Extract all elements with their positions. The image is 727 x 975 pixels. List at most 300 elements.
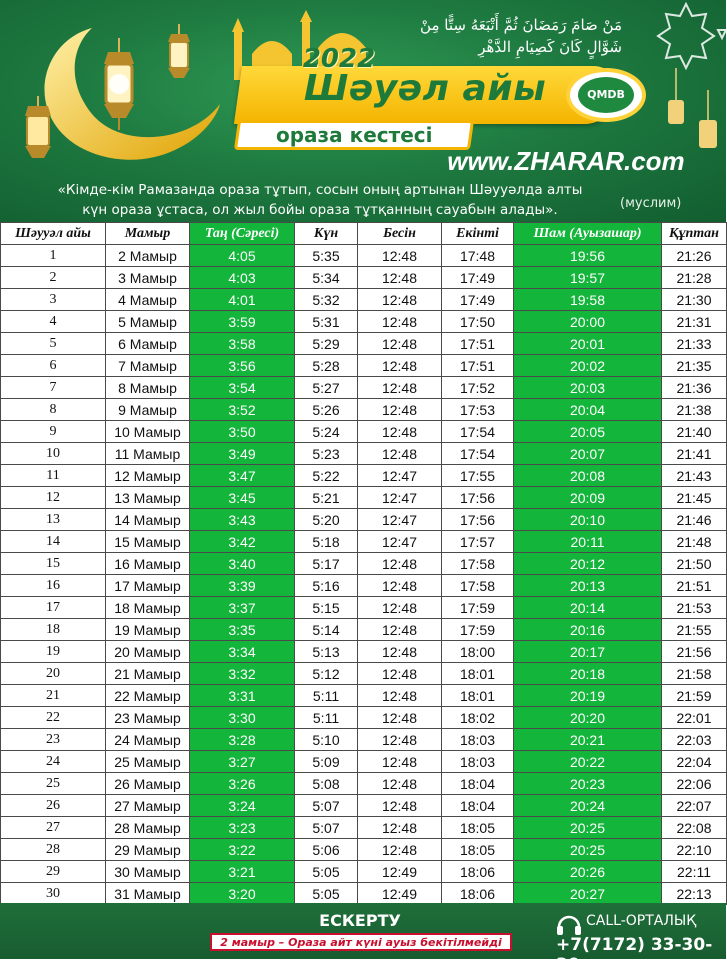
cell-may-date: 5 Мамыр — [106, 311, 190, 333]
cell-may-date: 10 Мамыр — [106, 421, 190, 443]
cell-sunrise-time: 5:29 — [295, 333, 358, 355]
cell-fajr-time: 3:42 — [190, 531, 295, 553]
cell-may-date: 28 Мамыр — [106, 817, 190, 839]
cell-isha-time: 21:50 — [662, 553, 727, 575]
cell-may-date: 11 Мамыр — [106, 443, 190, 465]
cell-fajr-time: 3:50 — [190, 421, 295, 443]
cell-asr-time: 18:05 — [442, 817, 514, 839]
cell-asr-time: 18:01 — [442, 685, 514, 707]
cell-dhuhr-time: 12:49 — [358, 861, 442, 883]
cell-maghrib-time: 20:12 — [514, 553, 662, 575]
cell-maghrib-time: 20:23 — [514, 773, 662, 795]
table-row — [1, 311, 727, 333]
table-row — [1, 377, 727, 399]
page-title: Шәуәл айы — [303, 68, 547, 109]
cell-dhuhr-time: 12:48 — [358, 685, 442, 707]
note-title: ЕСКЕРТУ — [319, 911, 401, 930]
cell-fajr-time: 3:23 — [190, 817, 295, 839]
cell-fajr-time: 3:30 — [190, 707, 295, 729]
poster-header — [0, 0, 726, 222]
col-header-shawwal-day: Шәууәл айы — [1, 223, 106, 245]
cell-asr-time: 18:04 — [442, 773, 514, 795]
cell-isha-time: 21:45 — [662, 487, 727, 509]
cell-maghrib-time: 20:03 — [514, 377, 662, 399]
cell-asr-time: 17:48 — [442, 245, 514, 267]
cell-maghrib-time: 20:08 — [514, 465, 662, 487]
cell-dhuhr-time: 12:47 — [358, 487, 442, 509]
cell-dhuhr-time: 12:47 — [358, 509, 442, 531]
cell-fajr-time: 3:37 — [190, 597, 295, 619]
cell-may-date: 12 Мамыр — [106, 465, 190, 487]
islamic-star-ornament-icon — [636, 0, 726, 170]
cell-asr-time: 18:06 — [442, 861, 514, 883]
cell-isha-time: 21:26 — [662, 245, 727, 267]
subtitle-banner — [234, 120, 474, 150]
cell-sunrise-time: 5:07 — [295, 795, 358, 817]
cell-isha-time: 21:33 — [662, 333, 727, 355]
cell-shawwal-day: 17 — [1, 597, 106, 619]
cell-isha-time: 21:30 — [662, 289, 727, 311]
table-row — [1, 729, 727, 751]
cell-shawwal-day: 24 — [1, 751, 106, 773]
cell-asr-time: 18:04 — [442, 795, 514, 817]
arabic-line-2: شَوَّالٍ كَانَ كَصِيَامِ الدَّهْرِ — [478, 38, 622, 56]
note-text: 2 мамыр – Ораза айт күні ауыз бекітілмейді — [220, 935, 502, 949]
cell-maghrib-time: 20:17 — [514, 641, 662, 663]
cell-sunrise-time: 5:06 — [295, 839, 358, 861]
cell-sunrise-time: 5:32 — [295, 289, 358, 311]
cell-sunrise-time: 5:12 — [295, 663, 358, 685]
cell-shawwal-day: 6 — [1, 355, 106, 377]
cell-sunrise-time: 5:18 — [295, 531, 358, 553]
col-header-asr: Екінті — [442, 223, 514, 245]
cell-isha-time: 22:13 — [662, 883, 727, 905]
cell-sunrise-time: 5:34 — [295, 267, 358, 289]
table-row — [1, 773, 727, 795]
table-row — [1, 817, 727, 839]
cell-may-date: 31 Мамыр — [106, 883, 190, 905]
cell-dhuhr-time: 12:48 — [358, 377, 442, 399]
cell-isha-time: 22:07 — [662, 795, 727, 817]
cell-fajr-time: 3:45 — [190, 487, 295, 509]
cell-sunrise-time: 5:24 — [295, 421, 358, 443]
prayer-schedule-table — [0, 222, 727, 905]
table-row — [1, 597, 727, 619]
cell-fajr-time: 3:43 — [190, 509, 295, 531]
website-link[interactable]: www.ZHARAR.com — [447, 146, 685, 176]
cell-maghrib-time: 20:01 — [514, 333, 662, 355]
cell-may-date: 27 Мамыр — [106, 795, 190, 817]
cell-isha-time: 21:55 — [662, 619, 727, 641]
cell-dhuhr-time: 12:48 — [358, 399, 442, 421]
cell-dhuhr-time: 12:48 — [358, 553, 442, 575]
year-label: 2022 — [302, 44, 376, 74]
cell-maghrib-time: 20:20 — [514, 707, 662, 729]
cell-dhuhr-time: 12:48 — [358, 355, 442, 377]
quote-source: (муслим) — [620, 196, 682, 211]
call-center-label: CALL-ОРТАЛЫҚ — [586, 913, 697, 929]
cell-fajr-time: 3:34 — [190, 641, 295, 663]
cell-shawwal-day: 8 — [1, 399, 106, 421]
cell-sunrise-time: 5:05 — [295, 861, 358, 883]
cell-fajr-time: 4:03 — [190, 267, 295, 289]
cell-dhuhr-time: 12:47 — [358, 465, 442, 487]
cell-may-date: 23 Мамыр — [106, 707, 190, 729]
cell-maghrib-time: 20:26 — [514, 861, 662, 883]
cell-maghrib-time: 20:09 — [514, 487, 662, 509]
cell-asr-time: 18:03 — [442, 751, 514, 773]
cell-asr-time: 17:54 — [442, 443, 514, 465]
cell-may-date: 15 Мамыр — [106, 531, 190, 553]
cell-sunrise-time: 5:35 — [295, 245, 358, 267]
cell-sunrise-time: 5:09 — [295, 751, 358, 773]
col-header-fajr: Таң (Сәресі) — [190, 223, 295, 245]
lantern-icon — [20, 96, 56, 166]
poster-footer — [0, 903, 726, 975]
cell-sunrise-time: 5:11 — [295, 707, 358, 729]
table-row — [1, 509, 727, 531]
cell-isha-time: 22:01 — [662, 707, 727, 729]
cell-asr-time: 17:59 — [442, 597, 514, 619]
cell-shawwal-day: 12 — [1, 487, 106, 509]
cell-isha-time: 21:51 — [662, 575, 727, 597]
cell-shawwal-day: 29 — [1, 861, 106, 883]
cell-isha-time: 21:28 — [662, 267, 727, 289]
col-header-maghrib: Шам (Ауызашар) — [514, 223, 662, 245]
cell-sunrise-time: 5:20 — [295, 509, 358, 531]
cell-sunrise-time: 5:13 — [295, 641, 358, 663]
cell-dhuhr-time: 12:48 — [358, 311, 442, 333]
table-row — [1, 487, 727, 509]
cell-shawwal-day: 14 — [1, 531, 106, 553]
cell-isha-time: 21:35 — [662, 355, 727, 377]
cell-shawwal-day: 2 — [1, 267, 106, 289]
cell-maghrib-time: 20:25 — [514, 817, 662, 839]
cell-asr-time: 17:56 — [442, 509, 514, 531]
cell-isha-time: 22:08 — [662, 817, 727, 839]
lantern-icon — [164, 24, 194, 86]
cell-fajr-time: 3:40 — [190, 553, 295, 575]
cell-dhuhr-time: 12:48 — [358, 597, 442, 619]
cell-dhuhr-time: 12:48 — [358, 707, 442, 729]
cell-fajr-time: 4:01 — [190, 289, 295, 311]
cell-asr-time: 17:58 — [442, 553, 514, 575]
cell-isha-time: 21:53 — [662, 597, 727, 619]
cell-shawwal-day: 3 — [1, 289, 106, 311]
cell-may-date: 17 Мамыр — [106, 575, 190, 597]
cell-asr-time: 18:05 — [442, 839, 514, 861]
cell-shawwal-day: 16 — [1, 575, 106, 597]
cell-asr-time: 18:06 — [442, 883, 514, 905]
table-row — [1, 289, 727, 311]
cell-maghrib-time: 19:58 — [514, 289, 662, 311]
cell-shawwal-day: 18 — [1, 619, 106, 641]
cell-may-date: 25 Мамыр — [106, 751, 190, 773]
cell-asr-time: 17:54 — [442, 421, 514, 443]
cell-shawwal-day: 22 — [1, 707, 106, 729]
cell-asr-time: 17:58 — [442, 575, 514, 597]
cell-fajr-time: 3:52 — [190, 399, 295, 421]
cell-may-date: 16 Мамыр — [106, 553, 190, 575]
table-row — [1, 245, 727, 267]
col-header-may-date: Мамыр — [106, 223, 190, 245]
cell-sunrise-time: 5:17 — [295, 553, 358, 575]
cell-shawwal-day: 11 — [1, 465, 106, 487]
cell-sunrise-time: 5:26 — [295, 399, 358, 421]
cell-fajr-time: 3:35 — [190, 619, 295, 641]
cell-asr-time: 17:51 — [442, 333, 514, 355]
col-header-dhuhr: Бесін — [358, 223, 442, 245]
cell-isha-time: 21:48 — [662, 531, 727, 553]
cell-maghrib-time: 20:21 — [514, 729, 662, 751]
cell-may-date: 2 Мамыр — [106, 245, 190, 267]
cell-may-date: 18 Мамыр — [106, 597, 190, 619]
cell-fajr-time: 3:31 — [190, 685, 295, 707]
cell-sunrise-time: 5:31 — [295, 311, 358, 333]
cell-fajr-time: 3:28 — [190, 729, 295, 751]
cell-asr-time: 18:01 — [442, 663, 514, 685]
table-row — [1, 663, 727, 685]
table-body — [1, 245, 727, 905]
cell-may-date: 8 Мамыр — [106, 377, 190, 399]
cell-maghrib-time: 20:22 — [514, 751, 662, 773]
table-row — [1, 399, 727, 421]
cell-maghrib-time: 20:18 — [514, 663, 662, 685]
cell-dhuhr-time: 12:48 — [358, 751, 442, 773]
cell-fajr-time: 3:20 — [190, 883, 295, 905]
cell-shawwal-day: 21 — [1, 685, 106, 707]
cell-shawwal-day: 23 — [1, 729, 106, 751]
cell-maghrib-time: 20:27 — [514, 883, 662, 905]
cell-dhuhr-time: 12:48 — [358, 795, 442, 817]
cell-maghrib-time: 20:07 — [514, 443, 662, 465]
cell-fajr-time: 3:56 — [190, 355, 295, 377]
cell-may-date: 30 Мамыр — [106, 861, 190, 883]
cell-may-date: 14 Мамыр — [106, 509, 190, 531]
cell-may-date: 13 Мамыр — [106, 487, 190, 509]
cell-shawwal-day: 5 — [1, 333, 106, 355]
cell-sunrise-time: 5:14 — [295, 619, 358, 641]
cell-may-date: 26 Мамыр — [106, 773, 190, 795]
cell-shawwal-day: 20 — [1, 663, 106, 685]
cell-sunrise-time: 5:11 — [295, 685, 358, 707]
cell-isha-time: 21:31 — [662, 311, 727, 333]
cell-maghrib-time: 20:16 — [514, 619, 662, 641]
cell-fajr-time: 3:27 — [190, 751, 295, 773]
cell-isha-time: 21:40 — [662, 421, 727, 443]
schedule-table-wrap — [0, 222, 726, 905]
cell-isha-time: 22:11 — [662, 861, 727, 883]
table-row — [1, 553, 727, 575]
cell-dhuhr-time: 12:48 — [358, 641, 442, 663]
cell-may-date: 24 Мамыр — [106, 729, 190, 751]
cell-shawwal-day: 19 — [1, 641, 106, 663]
cell-sunrise-time: 5:22 — [295, 465, 358, 487]
cell-sunrise-time: 5:08 — [295, 773, 358, 795]
cell-isha-time: 21:36 — [662, 377, 727, 399]
table-row — [1, 443, 727, 465]
cell-isha-time: 21:59 — [662, 685, 727, 707]
table-row — [1, 641, 727, 663]
cell-dhuhr-time: 12:48 — [358, 333, 442, 355]
arabic-hadith — [392, 14, 622, 58]
table-row — [1, 751, 727, 773]
table-header-row — [1, 223, 727, 245]
cell-isha-time: 22:06 — [662, 773, 727, 795]
cell-shawwal-day: 25 — [1, 773, 106, 795]
table-row — [1, 619, 727, 641]
cell-dhuhr-time: 12:48 — [358, 575, 442, 597]
cell-shawwal-day: 4 — [1, 311, 106, 333]
cell-isha-time: 21:41 — [662, 443, 727, 465]
cell-sunrise-time: 5:28 — [295, 355, 358, 377]
cell-fajr-time: 3:47 — [190, 465, 295, 487]
table-row — [1, 861, 727, 883]
cell-may-date: 29 Мамыр — [106, 839, 190, 861]
cell-sunrise-time: 5:05 — [295, 883, 358, 905]
cell-maghrib-time: 20:10 — [514, 509, 662, 531]
cell-maghrib-time: 20:05 — [514, 421, 662, 443]
table-row — [1, 333, 727, 355]
table-row — [1, 839, 727, 861]
cell-fajr-time: 3:22 — [190, 839, 295, 861]
page-subtitle: ораза кестесі — [275, 123, 433, 147]
note-box — [210, 933, 512, 951]
cell-maghrib-time: 20:13 — [514, 575, 662, 597]
cell-isha-time: 21:43 — [662, 465, 727, 487]
cell-shawwal-day: 15 — [1, 553, 106, 575]
cell-isha-time: 22:04 — [662, 751, 727, 773]
cell-dhuhr-time: 12:48 — [358, 773, 442, 795]
cell-fajr-time: 3:21 — [190, 861, 295, 883]
cell-fajr-time: 3:58 — [190, 333, 295, 355]
cell-dhuhr-time: 12:48 — [358, 663, 442, 685]
cell-maghrib-time: 20:00 — [514, 311, 662, 333]
cell-asr-time: 18:02 — [442, 707, 514, 729]
cell-shawwal-day: 10 — [1, 443, 106, 465]
cell-maghrib-time: 20:24 — [514, 795, 662, 817]
cell-may-date: 21 Мамыр — [106, 663, 190, 685]
cell-may-date: 7 Мамыр — [106, 355, 190, 377]
col-header-sunrise: Күн — [295, 223, 358, 245]
logo-text: QMDB — [578, 77, 634, 113]
cell-shawwal-day: 28 — [1, 839, 106, 861]
cell-dhuhr-time: 12:48 — [358, 245, 442, 267]
table-row — [1, 707, 727, 729]
cell-dhuhr-time: 12:48 — [358, 839, 442, 861]
cell-maghrib-time: 20:19 — [514, 685, 662, 707]
call-center-phone[interactable]: +7(7172) 33-30-30 — [556, 935, 713, 975]
cell-maghrib-time: 20:25 — [514, 839, 662, 861]
cell-maghrib-time: 20:14 — [514, 597, 662, 619]
cell-fajr-time: 3:59 — [190, 311, 295, 333]
table-row — [1, 531, 727, 553]
cell-asr-time: 17:51 — [442, 355, 514, 377]
cell-sunrise-time: 5:07 — [295, 817, 358, 839]
arabic-line-1: مَنْ صَامَ رَمَضَانَ ثُمَّ أَتْبَعَهُ سِتًّا مِنْ — [420, 16, 622, 34]
cell-maghrib-time: 20:11 — [514, 531, 662, 553]
cell-shawwal-day: 7 — [1, 377, 106, 399]
col-header-isha: Құптан — [662, 223, 727, 245]
cell-maghrib-time: 20:04 — [514, 399, 662, 421]
table-row — [1, 685, 727, 707]
cell-dhuhr-time: 12:48 — [358, 267, 442, 289]
lantern-icon — [98, 38, 140, 130]
cell-asr-time: 18:03 — [442, 729, 514, 751]
quote-line-1: «Кімде-кім Рамазанда ораза тұтып, сосын оның артынан Шәууәлда алты — [57, 182, 583, 198]
cell-isha-time: 21:46 — [662, 509, 727, 531]
cell-sunrise-time: 5:10 — [295, 729, 358, 751]
table-row — [1, 355, 727, 377]
cell-asr-time: 17:49 — [442, 289, 514, 311]
cell-shawwal-day: 27 — [1, 817, 106, 839]
cell-may-date: 22 Мамыр — [106, 685, 190, 707]
cell-dhuhr-time: 12:48 — [358, 421, 442, 443]
cell-dhuhr-time: 12:47 — [358, 531, 442, 553]
cell-asr-time: 17:57 — [442, 531, 514, 553]
cell-may-date: 9 Мамыр — [106, 399, 190, 421]
cell-dhuhr-time: 12:48 — [358, 729, 442, 751]
cell-asr-time: 17:55 — [442, 465, 514, 487]
cell-fajr-time: 4:05 — [190, 245, 295, 267]
cell-may-date: 20 Мамыр — [106, 641, 190, 663]
cell-dhuhr-time: 12:48 — [358, 443, 442, 465]
cell-dhuhr-time: 12:48 — [358, 289, 442, 311]
cell-may-date: 3 Мамыр — [106, 267, 190, 289]
cell-fajr-time: 3:24 — [190, 795, 295, 817]
cell-may-date: 6 Мамыр — [106, 333, 190, 355]
cell-asr-time: 17:59 — [442, 619, 514, 641]
cell-may-date: 4 Мамыр — [106, 289, 190, 311]
cell-isha-time: 22:03 — [662, 729, 727, 751]
cell-isha-time: 21:38 — [662, 399, 727, 421]
cell-asr-time: 17:56 — [442, 487, 514, 509]
table-row — [1, 883, 727, 905]
cell-fajr-time: 3:32 — [190, 663, 295, 685]
cell-fajr-time: 3:54 — [190, 377, 295, 399]
cell-sunrise-time: 5:16 — [295, 575, 358, 597]
cell-dhuhr-time: 12:49 — [358, 883, 442, 905]
cell-shawwal-day: 13 — [1, 509, 106, 531]
cell-shawwal-day: 1 — [1, 245, 106, 267]
cell-asr-time: 17:49 — [442, 267, 514, 289]
cell-dhuhr-time: 12:48 — [358, 817, 442, 839]
cell-fajr-time: 3:39 — [190, 575, 295, 597]
cell-isha-time: 21:56 — [662, 641, 727, 663]
cell-maghrib-time: 20:02 — [514, 355, 662, 377]
cell-maghrib-time: 19:56 — [514, 245, 662, 267]
cell-fajr-time: 3:49 — [190, 443, 295, 465]
table-row — [1, 421, 727, 443]
table-row — [1, 267, 727, 289]
cell-asr-time: 17:50 — [442, 311, 514, 333]
cell-asr-time: 17:53 — [442, 399, 514, 421]
cell-shawwal-day: 26 — [1, 795, 106, 817]
cell-isha-time: 21:58 — [662, 663, 727, 685]
quote-line-2: күн ораза ұстаса, ол жыл бойы ораза тұтқанның сауабын алады». — [82, 202, 558, 218]
qmdb-logo — [566, 68, 646, 122]
cell-asr-time: 18:00 — [442, 641, 514, 663]
cell-sunrise-time: 5:21 — [295, 487, 358, 509]
cell-dhuhr-time: 12:48 — [358, 619, 442, 641]
cell-sunrise-time: 5:15 — [295, 597, 358, 619]
cell-maghrib-time: 19:57 — [514, 267, 662, 289]
table-row — [1, 795, 727, 817]
cell-shawwal-day: 30 — [1, 883, 106, 905]
cell-sunrise-time: 5:27 — [295, 377, 358, 399]
cell-fajr-time: 3:26 — [190, 773, 295, 795]
cell-sunrise-time: 5:23 — [295, 443, 358, 465]
